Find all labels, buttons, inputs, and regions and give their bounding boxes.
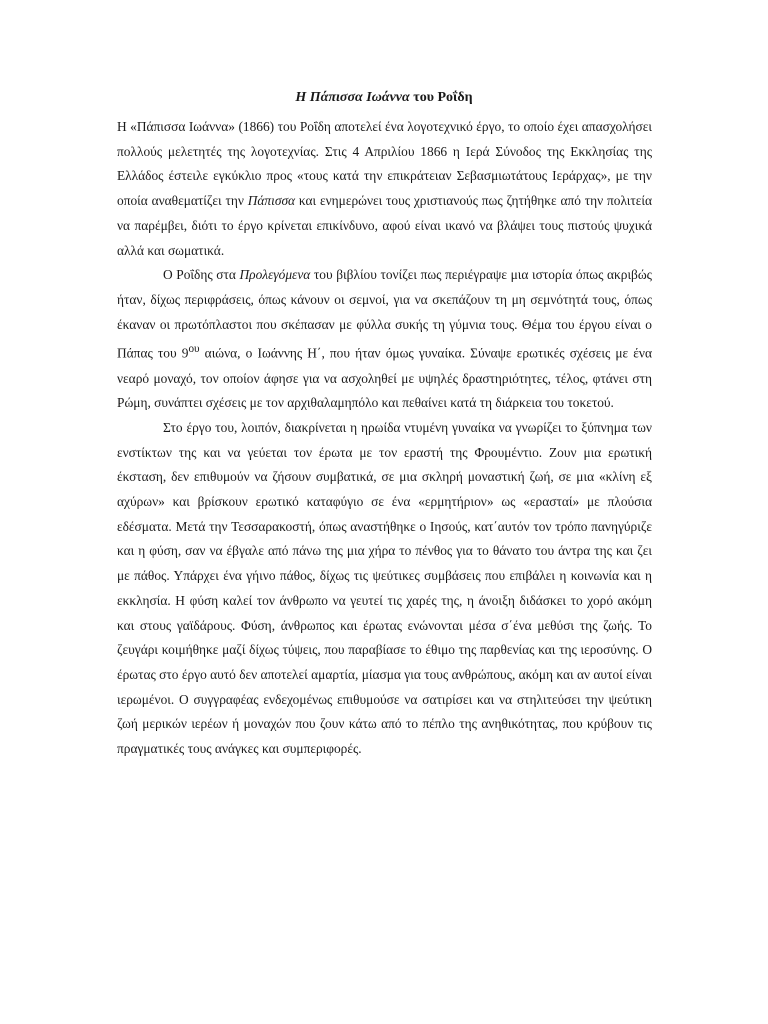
paragraph-1-text-b: και ενημερώνει τους χριστιανούς πως ζητήθηκε από την πολιτεία να παρέμβει, διότι το έργο κρίνεται επικίνδυνο, αφού είναι ικανό να βλάψει τους πιστούς ψυχικά αλλά και σωματικά. — [117, 193, 653, 258]
paragraph-2-text-a: Ο Ροΐδης στα — [163, 267, 240, 283]
paragraph-2-italic-title: Προλεγόμενα — [239, 267, 311, 283]
paragraph-2-text-b: του βιβλίου τονίζει πως περιέγραψε μια ιστορία όπως ακριβώς ήταν, δίχως περιφράσεις, όπως κάνουν οι σεμνοί, για να σκεπάζουν τη μη σεμνότητά τους, όπως έκαναν οι πρωτόπλαστοι που σκέπασαν με φύλλα συκής τη γύμνια τους. Θέμα του έργου είναι ο Πάπας του 9 — [117, 267, 652, 361]
title-plain: του Ροΐδη — [409, 90, 473, 105]
paragraph-1-italic-title: Πάπισσα — [247, 193, 296, 209]
paragraph-1-text-a: Η «Πάπισσα Ιωάννα» (1866) του Ροΐδη αποτελεί ένα λογοτεχνικό έργο, το οποίο έχει απασχολήσει πολλούς μελετητές της λογοτεχνίας. Στις 4 Απριλίου 1866 η Ιερά Σύνοδος της Εκκλησίας της Ελλάδος έστειλε εγκύκλιο προς «τους κατά την επικράτειαν Σεβασμιωτάτους Ιεράρχας», με την οποία αναθεματίζει την — [117, 119, 652, 209]
paragraph-2-superscript: ου — [188, 343, 200, 356]
paragraph-3-text: Στο έργο του, λοιπόν, διακρίνεται η ηρωίδα ντυμένη γυναίκα να γνωρίζει το ξύπνημα των ενστίκτων της και να γεύεται τον έρωτα με τον εραστή της Φρουμέντιο. Ζουν μια ερωτική έκσταση, δεν επιθυμούν να ζήσουν συμβατικά, σε μια σκληρή μοναστική ζωή, σε μια «κλίνη εξ αχύρων» και βρίσκουν ερωτικό καταφύγιο σε ένα «ερμητήριον» ως «ερασταί» με πλούσια εδέσματα. Μετά την Τεσσαρακοστή, όπως αναστήθηκε ο Ιησούς, κατ΄αυτόν τον τρόπο πανηγύριζε και η φύση, σαν να έβγαλε από πάνω της μια χήρα το πένθος για το θάνατο του άντρα της και ζει με πάθος. Υπάρχει ένα γήινο πάθος, δίχως τις ψεύτικες συμβάσεις που επιβάλει η κοινωνία και η εκκλησία. Η φύση καλεί τον άνθρωπο να γευτεί τις χαρές της, η άνοιξη διδάσκει το χορό ακόμη και στους γαϊδάρους. Φύση, άνθρωπος και έρωτας ενώνονται μέσα σ΄ένα μεθύσι της ζωής. Το ζευγάρι κοιμήθηκε μαζί δίχως τύψεις, που παραβίασε το έθιμο της παρθενίας και της ιεροσύνης. Ο έρωτας στο έργο αυτό δεν αποτελεί αμαρτία, μίασμα για τους ανθρώπους, ακόμη και αν αυτοί είναι ιερωμένοι. Ο συγγραφέας ενδεχομένως επιθυμούσε να σατιρίσει και να στηλιτεύσει την ψεύτικη ζωή μερικών ιερέων ή μοναχών που ζουν κάτω από το πέπλο της ανηθικότητας, που κρύβουν τις πραγματικές τους ανάγκες και συμπεριφορές. — [117, 419, 652, 757]
paragraph-2 — [117, 263, 652, 416]
document-body — [117, 115, 652, 762]
paragraph-3 — [117, 416, 652, 762]
title-italic: Η Πάπισσα Ιωάννα — [295, 90, 410, 105]
paragraph-1 — [117, 115, 652, 263]
document-title — [0, 90, 768, 106]
paragraph-2-text-c: αιώνα, ο Ιωάννης Η΄, που ήταν όμως γυναίκα. Σύναψε ερωτικές σχέσεις με ένα νεαρό μοναχό, τον οποίον άφησε για να ασχοληθεί με υψηλές δραστηριότητες, τέλος, φτάνει στη Ρώμη, συνάπτει σχέσεις με τον αρχιθαλαμηπόλο και πεθαίνει κατά τη διάρκεια του τοκετού. — [117, 345, 652, 411]
